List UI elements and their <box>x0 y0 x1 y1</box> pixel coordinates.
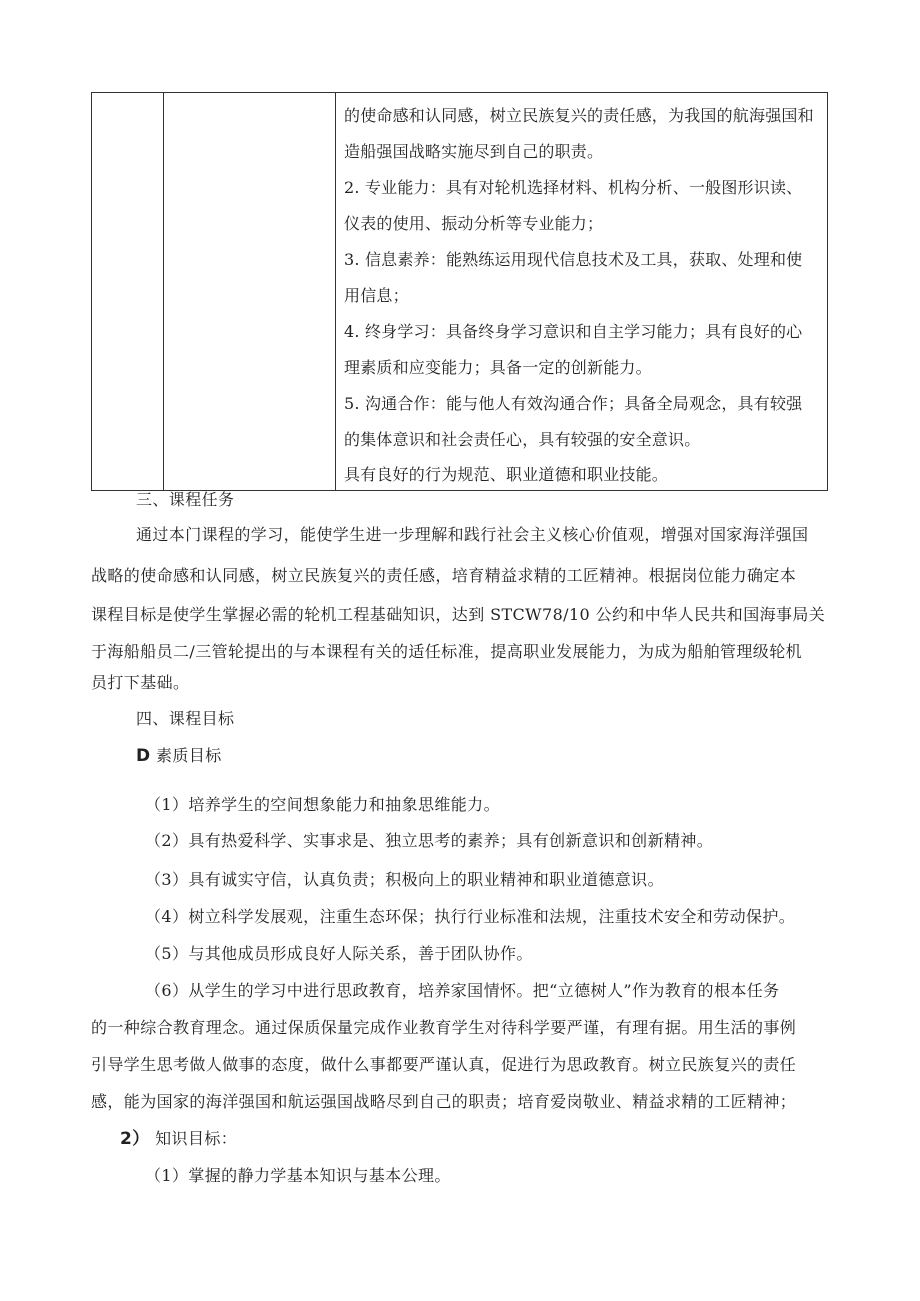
table-column-2 <box>163 93 336 490</box>
table-line: 造船强国战略实施尽到自己的职责。 <box>344 142 604 161</box>
list-item: （4）树立科学发展观，注重生态环保；执行行业标准和法规，注重技术安全和劳动保护。 <box>145 907 796 926</box>
objectives-table <box>91 92 828 491</box>
subheading-number: D <box>136 746 151 766</box>
list-item: （3）具有诚实守信，认真负责；积极向上的职业精神和职业道德意识。 <box>145 870 664 889</box>
table-line: 2. 专业能力：具有对轮机选择材料、机构分析、一般图形识读、 <box>344 178 803 197</box>
paragraph-line: 于海船船员二/三管轮提出的与本课程有关的适任标准，提高职业发展能力，为成为船舶管理级轮机 <box>91 642 802 661</box>
table-line: 4. 终身学习：具备终身学习意识和自主学习能力；具有良好的心 <box>344 322 803 341</box>
list-item: （1）掌握的静力学基本知识与基本公理。 <box>145 1166 451 1185</box>
table-line: 5. 沟通合作：能与他人有效沟通合作；具备全局观念，具有较强 <box>344 394 803 413</box>
table-line: 的集体意识和社会责任心，具有较强的安全意识。 <box>344 430 701 449</box>
subheading-number: 2） <box>120 1129 150 1149</box>
table-line: 理素质和应变能力；具备一定的创新能力。 <box>344 358 652 377</box>
table-line: 用信息； <box>344 286 409 305</box>
subheading-label: 素质目标 <box>156 746 222 765</box>
table-column-1 <box>92 93 164 490</box>
paragraph-line: （6）从学生的学习中进行思政教育，培养家国情怀。把“立德树人”作为教育的根本任务 <box>145 981 780 1000</box>
list-item: （5）与其他成员形成良好人际关系，善于团队协作。 <box>145 944 533 963</box>
table-line: 3. 信息素养：能熟练运用现代信息技术及工具，获取、处理和使 <box>344 250 803 269</box>
paragraph-line: 的一种综合教育理念。通过保质保量完成作业教育学生对待科学要严谨，有理有据。用生活的事例 <box>91 1018 797 1037</box>
paragraph-line: 员打下基础。 <box>91 673 190 692</box>
paragraph-line: 引导学生思考做人做事的态度，做什么事都要严谨认真，促进行为思政教育。树立民族复兴的责任 <box>91 1055 797 1074</box>
list-item: （2）具有热爱科学、实事求是、独立思考的素养；具有创新意识和创新精神。 <box>145 831 714 850</box>
section-heading-course-objectives: 四、课程目标 <box>136 709 235 728</box>
table-cell-content <box>344 93 821 490</box>
table-line: 仪表的使用、振动分析等专业能力； <box>344 214 604 233</box>
list-item: （1）培养学生的空间想象能力和抽象思维能力。 <box>145 795 500 814</box>
subheading-label: 知识目标： <box>155 1129 238 1148</box>
paragraph-line: 感，能为国家的海洋强国和航运强国战略尽到自己的职责；培育爱岗敬业、精益求精的工匠精神； <box>91 1092 797 1111</box>
paragraph-line: 课程目标是使学生掌握必需的轮机工程基础知识，达到 STCW78/10 公约和中华人民共和国海事局关 <box>91 605 826 624</box>
subheading-knowledge-objectives <box>120 1128 237 1150</box>
paragraph-line: 战略的使命感和认同感，树立民族复兴的责任感，培育精益求精的工匠精神。根据岗位能力确定本 <box>91 566 797 585</box>
paragraph-line: 通过本门课程的学习，能使学生进一步理解和践行社会主义核心价值观，增强对国家海洋强国 <box>136 525 809 544</box>
subheading-quality-objectives <box>136 745 222 767</box>
section-heading-course-task: 三、课程任务 <box>136 490 235 509</box>
table-line: 具有良好的行为规范、职业道德和职业技能。 <box>344 465 669 484</box>
table-line: 的使命感和认同感，树立民族复兴的责任感，为我国的航海强国和 <box>344 106 814 125</box>
